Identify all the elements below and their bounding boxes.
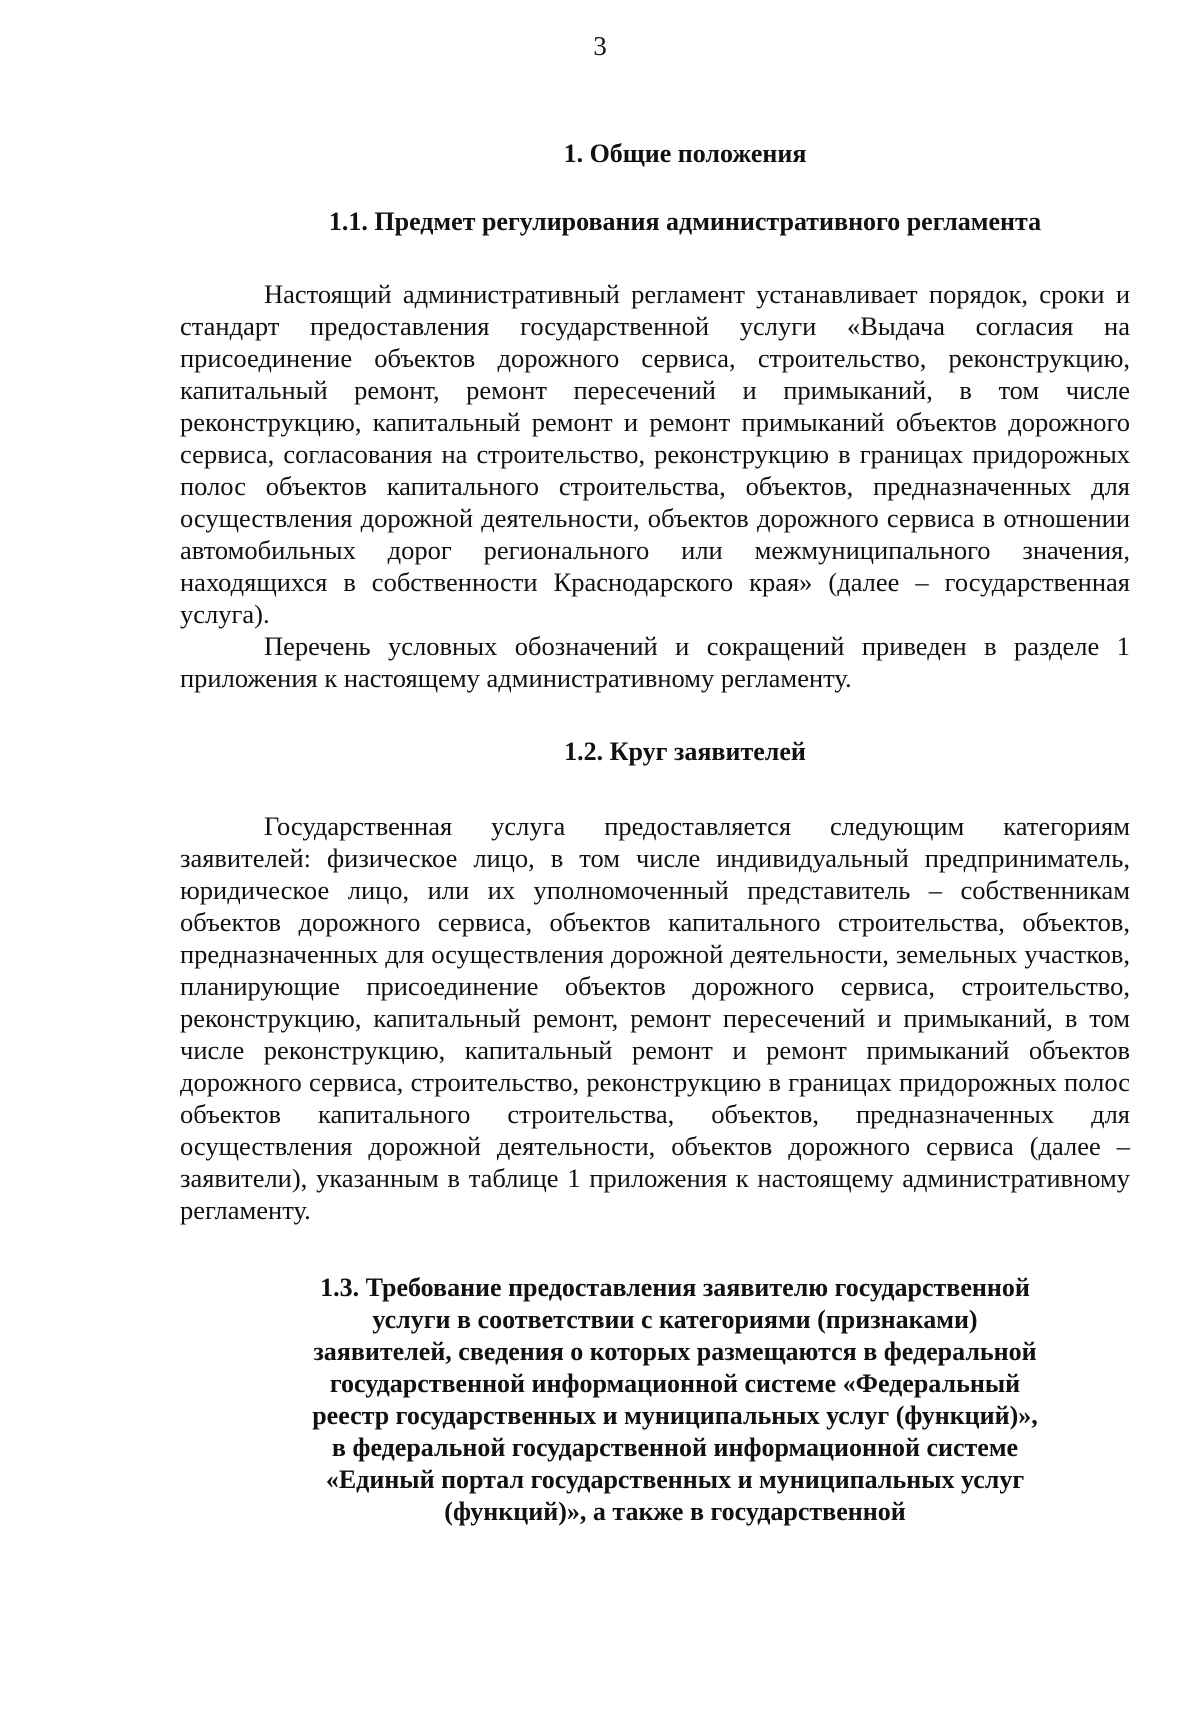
document-body xyxy=(180,138,1130,1528)
subsection-1-1-title: 1.1. Предмет регулирования административного регламента xyxy=(328,207,1042,236)
subsection-1-2-title: 1.2. Круг заявителей xyxy=(564,737,806,766)
section-title: 1. Общие положения xyxy=(563,139,807,168)
subsection-1-1-paragraph: Перечень условных обозначений и сокращений приведен в разделе 1 приложения к настоящему административному регламенту. xyxy=(180,631,1130,693)
subsection-1-2-paragraph: Государственная услуга предоставляется следующим категориям заявителей: физическое лицо, в том числе индивидуальный предприниматель, юридическое лицо, или их уполномоченный представитель – собственникам объектов дорожного сервиса, объектов капитального строительства, объектов, предназначенных для осуществления дорожной деятельности, земельных участков, планирующие присоединение объектов дорожного сервиса, строительство, реконструкцию, капитальный ремонт, ремонт пересечений и примыканий, в том числе реконструкцию, капитальный ремонт и ремонт примыканий объектов дорожного сервиса, строительство, реконструкцию в границах придорожных полос объектов капитального строительства, объектов, предназначенных для осуществления дорожной деятельности, объектов дорожного сервиса (далее – заявители), указанным в таблице 1 приложения к настоящему административному регламенту. xyxy=(180,811,1130,1225)
subsection-1-1-paragraph: Настоящий административный регламент устанавливает порядок, сроки и стандарт предоставления государственной услуги «Выдача согласия на присоединение объектов дорожного сервиса, строительство, реконструкцию, капитальный ремонт, ремонт пересечений и примыканий, в том числе реконструкцию, капитальный ремонт и ремонт примыканий объектов дорожного сервиса, согласования на строительство, реконструкцию в границах придорожных полос объектов капитального строительства, объектов, предназначенных для осуществления дорожной деятельности, объектов дорожного сервиса в отношении автомобильных дорог регионального или межмуниципального значения, находящихся в собственности Краснодарского края» (далее – государственная услуга). xyxy=(180,279,1130,629)
page-number: 3 xyxy=(593,31,607,61)
subsection-1-3-title: 1.3. Требование предоставления заявителю государственной услуги в соответствии с категориями (признаками) заявителей, сведения о которых размещаются в федеральной государственной информационной системе «Федеральный реестр государственных и муниципальных услуг (функций)», в федеральной государственной информационной системе «Единый портал государственных и муниципальных услуг (функций)», а также в государственной xyxy=(312,1273,1038,1526)
